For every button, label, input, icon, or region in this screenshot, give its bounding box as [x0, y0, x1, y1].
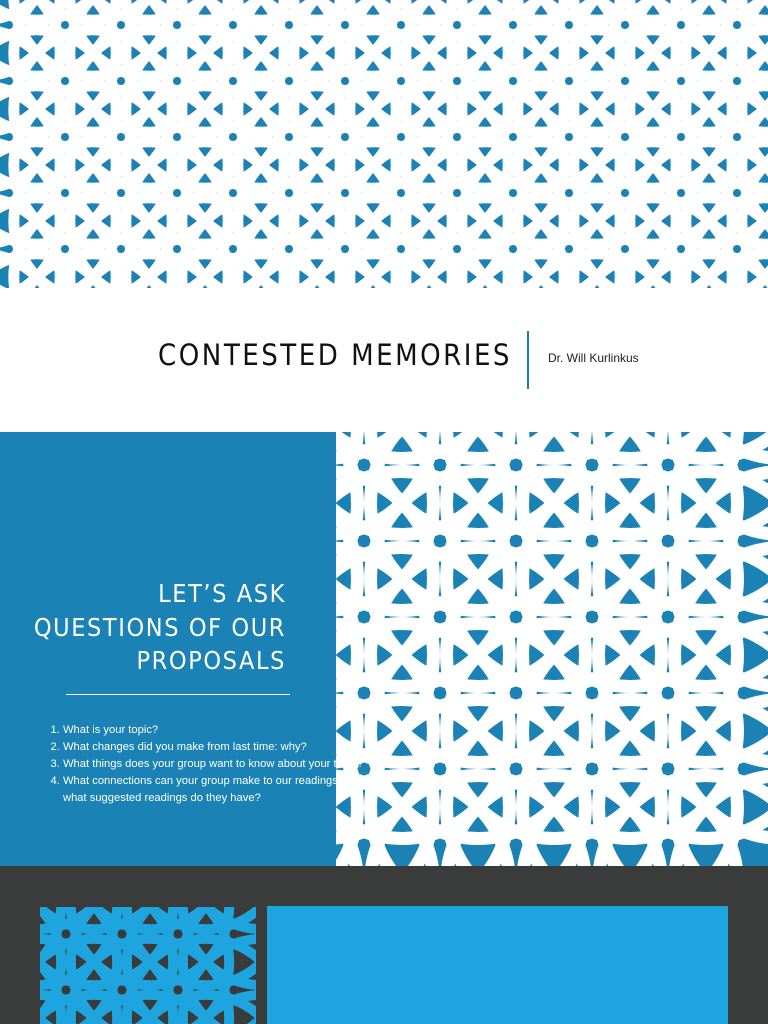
pattern-svg	[0, 0, 768, 288]
circle-lattice-pattern	[336, 432, 768, 866]
circle-lattice-pattern	[0, 0, 768, 288]
title-divider	[527, 331, 529, 389]
presentation-title: CONTESTED MEMORIES	[158, 338, 512, 372]
content-panel	[267, 906, 728, 1024]
question-item: 2. What changes did you make from last time: why?	[63, 739, 373, 756]
heading-line: LET’S ASK	[158, 579, 286, 608]
question-item: 1. What is your topic?	[63, 722, 373, 739]
question-list	[46, 722, 373, 807]
circle-lattice-pattern	[40, 907, 256, 1024]
title-slide	[0, 0, 768, 432]
dark-slide	[0, 866, 768, 1024]
slide-heading	[34, 577, 286, 678]
question-item: 3. What things does your group want to know about your topic?	[63, 756, 373, 773]
heading-line: QUESTIONS OF OUR	[33, 612, 286, 642]
question-item: 4. What connections can your group make to our readings and what suggested readings do they have?	[63, 773, 373, 807]
heading-rule	[66, 694, 290, 695]
heading-line: PROPOSALS	[136, 646, 286, 675]
author-name: Dr. Will Kurlinkus	[548, 351, 639, 365]
pattern-svg	[40, 907, 256, 1024]
questions-slide	[0, 432, 768, 866]
pattern-circles	[336, 432, 768, 866]
pattern-svg	[336, 432, 768, 866]
